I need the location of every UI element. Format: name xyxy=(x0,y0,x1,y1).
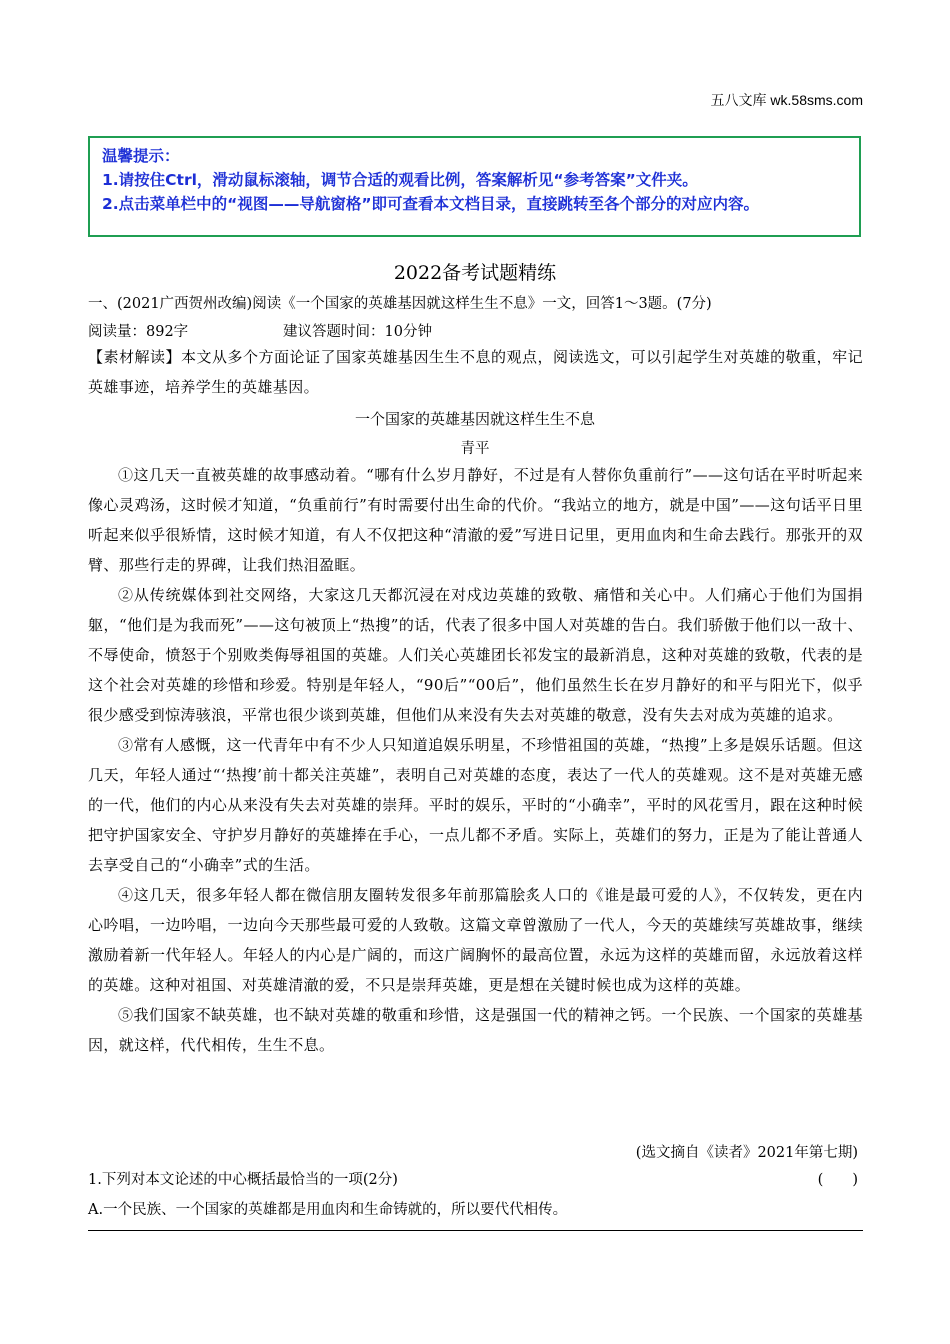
reading-amount: 阅读量：892字 xyxy=(88,324,189,340)
site-watermark: 五八文库 wk.58sms.com xyxy=(710,92,863,108)
tip-title: 温馨提示： xyxy=(102,147,180,165)
question-1-stem: 1.下列对本文论述的中心概括最恰当的一项(2分) xyxy=(88,1172,398,1188)
suggested-time: 建议答题时间：10分钟 xyxy=(283,324,432,340)
tip-box xyxy=(88,136,861,237)
question-intro: 一、(2021广西贺州改编)阅读《一个国家的英雄基因就这样生生不息》一文，回答1～3题。(7分) xyxy=(88,296,712,312)
page-title: 2022备考试题精练 xyxy=(393,262,557,284)
material-text: 【素材解读】本文从多个方面论证了国家英雄基因生生不息的观点，阅读选文，可以引起学生对英雄的敬重，牢记英雄事迹，培养学生的英雄基因。 xyxy=(88,348,863,396)
tip-line-2: 2.点击菜单栏中的“视图——导航窗格”即可查看本文档目录，直接跳转至各个部分的对应内容。 xyxy=(102,195,760,213)
footer-divider xyxy=(88,1230,863,1231)
paragraph-3: ③常有人感慨，这一代青年中有不少人只知道追娱乐明星，不珍惜祖国的英雄，“热搜”上多是娱乐话题。但这几天，年轻人通过“‘热搜’前十都关注英雄”，表明自己对英雄的态度，表达了一代人的英雄观。这不是对英雄无感的一代，他们的内心从来没有失去对英雄的崇拜。平时的娱乐，平时的“小确幸”，平时的风花雪月，跟在这种时候把守护国家安全、守护岁月静好的英雄捧在手心，一点儿都不矛盾。实际上，英雄们的努力，正是为了能让普通人去享受自己的“小确幸”式的生活。 xyxy=(88,736,863,874)
article-title: 一个国家的英雄基因就这样生生不息 xyxy=(354,410,595,428)
answer-bracket: ( ) xyxy=(817,1172,858,1188)
paragraph-2: ②从传统媒体到社交网络，大家这几天都沉浸在对戍边英雄的致敬、痛惜和关心中。人们痛心于他们为国捐躯，“他们是为我而死”——这句被顶上“热搜”的话，代表了很多中国人对英雄的告白。我们骄傲于他们以一敌十、不辱使命，愤怒于个别败类侮辱祖国的英雄。人们关心英雄团长祁发宝的最新消息，这种对英雄的致敬，代表的是这个社会对英雄的珍惜和珍爱。特别是年轻人，“90后”“00后”，他们虽然生长在岁月静好的和平与阳光下，似乎很少感受到惊涛骇浪，平常也很少谈到英雄，但他们从来没有失去对英雄的敬意，没有失去对成为英雄的追求。 xyxy=(88,586,863,724)
article-body xyxy=(88,460,863,1060)
material-intro xyxy=(88,342,863,402)
paragraph-1: ①这几天一直被英雄的故事感动着。“哪有什么岁月静好，不过是有人替你负重前行”——这句话在平时听起来像心灵鸡汤，这时候才知道，“负重前行”有时需要付出生命的代价。“我站立的地方，就是中国”——这句话平日里听起来似乎很矫情，这时候才知道，有人不仅把这种“清澈的爱”写进日记里，更用血肉和生命去践行。那张开的双臂、那些行走的界碑，让我们热泪盈眶。 xyxy=(88,466,863,574)
paragraph-4: ④这几天，很多年轻人都在微信朋友圈转发很多年前那篇脍炙人口的《谁是最可爱的人》，不仅转发，更在内心吟唱，一边吟唱，一边向今天那些最可爱的人致敬。这篇文章曾激励了一代人，今天的英雄续写英雄故事，继续激励着新一代年轻人。年轻人的内心是广阔的，而这广阔胸怀的最高位置，永远为这样的英雄而留，永远放着这样的英雄。这种对祖国、对英雄清澈的爱，不只是崇拜英雄，更是想在关键时候也成为这样的英雄。 xyxy=(88,886,863,994)
article-author: 青平 xyxy=(460,441,490,457)
article-source: (选文摘自《读者》2021年第七期) xyxy=(635,1145,858,1161)
paragraph-5: ⑤我们国家不缺英雄，也不缺对英雄的敬重和珍惜，这是强国一代的精神之钙。一个民族、一个国家的英雄基因，就这样，代代相传，生生不息。 xyxy=(88,1006,863,1054)
option-a: A.一个民族、一个国家的英雄都是用血肉和生命铸就的，所以要代代相传。 xyxy=(88,1202,568,1218)
tip-line-1: 1.请按住Ctrl，滑动鼠标滚轴，调节合适的观看比例，答案解析见“参考答案”文件夹。 xyxy=(102,171,698,189)
